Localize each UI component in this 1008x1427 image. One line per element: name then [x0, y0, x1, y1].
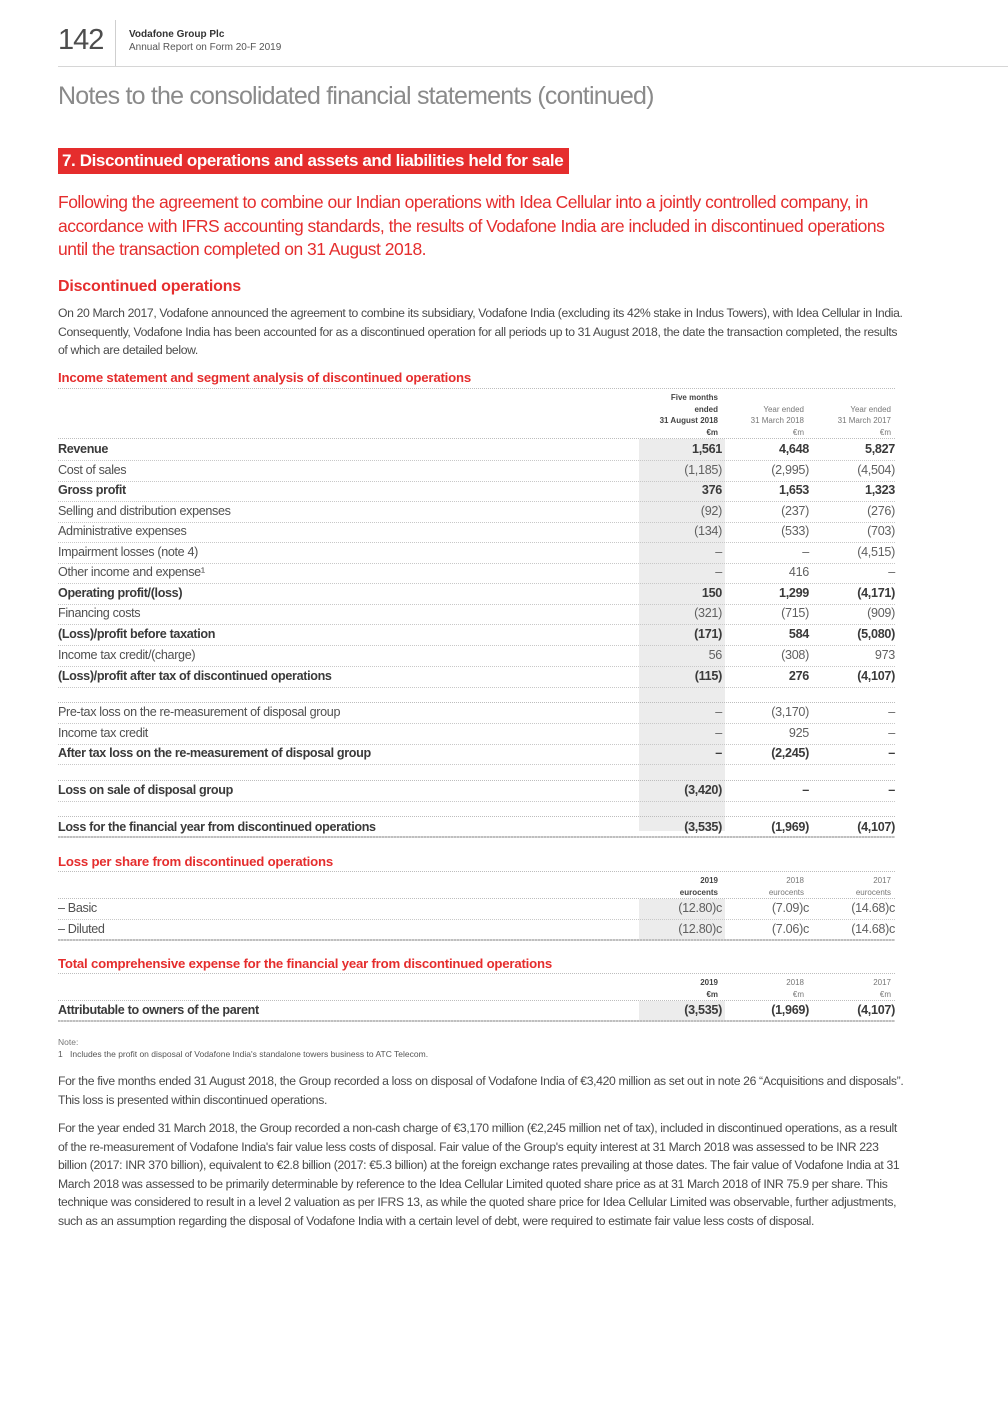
row-label: Gross profit [58, 483, 126, 497]
table-row [58, 724, 895, 745]
value-2017: (14.68)c [851, 922, 895, 936]
value-2017: 1,323 [864, 483, 895, 497]
row-label: Pre-tax loss on the re-measurement of disposal group [58, 705, 341, 719]
page-header [0, 0, 1008, 68]
value-2018: – [802, 783, 809, 797]
value-2018-5m: – [715, 705, 722, 719]
value-2018: 1,653 [778, 483, 809, 497]
paragraph-remeasurement: For the year ended 31 March 2018, the Group recorded a non-cash charge of €3,170 million (€2,245 million net of tax), included in discontinued operations, as a result of the re-measurement of Vodafone India's fair value less costs of disposal. Fair value of the Group's equity interest at 31 March 2018 was assessed to be INR 223 billion (2017: INR 370 billion), equivalent to €2.8 billion (2017: €5.3 billion) at the foreign exchange rates prevailing at those dates. The fair value of Vodafone India at 31 March 2018 was assessed to be primarily determinable by reference to the Idea Cellular Limited quoted share price as at 31 March 2018 of INR 75.9 per share. This technique was considered to result in a level 2 valuation as per IFRS 13, as while the quoted share price for Idea Cellular Limited was observable, further adjustments, such as an assumption regarding the disposal of Vodafone India with a certain level of debt, were required to estimate fair value less costs of disposal. [58, 1121, 900, 1228]
value-2017: (4,107) [857, 1003, 895, 1017]
page-number: 142 [58, 24, 104, 56]
value-2017: (4,107) [857, 820, 895, 834]
value-2018: 4,648 [778, 442, 809, 456]
value-2018: (715) [781, 606, 809, 620]
value-2018-5m: 1,561 [691, 442, 722, 456]
table-row [58, 481, 895, 502]
value-2018: – [802, 545, 809, 559]
footnote-1 [58, 1049, 428, 1059]
column-header-2018 [704, 875, 804, 898]
income-statement-table [58, 388, 895, 838]
value-2018: (533) [781, 524, 809, 538]
comprehensive-expense-title: Total comprehensive expense for the financial year from discontinued operations [58, 956, 552, 971]
report-name: Annual Report on Form 20-F 2019 [129, 42, 282, 53]
value-2018-5m: – [715, 565, 722, 579]
row-label: Income tax credit/(charge) [58, 648, 196, 662]
value-2018: (2,995) [771, 463, 809, 477]
value-2018-5m: – [715, 545, 722, 559]
col-unit: eurocents [768, 887, 804, 897]
col-head-line: €m [879, 427, 891, 437]
value-2017: (4,504) [857, 463, 895, 477]
page-title: Notes to the consolidated financial statements (continued) [58, 82, 654, 110]
table-row [58, 744, 895, 765]
row-label: – Diluted [58, 922, 105, 936]
intro-paragraph: On 20 March 2017, Vodafone announced the agreement to combine its subsidiary, Vodafone India (excluding its 42% stake in Indus Towers), with Idea Cellular in India. Consequently, Vodafone India has been accounted for as a discontinued operation for all periods up to 31 August 2018, the date the transaction completed, the results of which are detailed below. [58, 306, 903, 357]
value-2018: 276 [788, 669, 809, 683]
header-rule [58, 438, 895, 439]
value-2018-5m: (134) [694, 524, 722, 538]
value-2018: (7.09)c [771, 901, 809, 915]
value-2018-5m: – [715, 726, 722, 740]
col-unit: €m [792, 989, 804, 999]
income-statement-title: Income statement and segment analysis of discontinued operations [58, 370, 471, 385]
table-row [58, 625, 895, 646]
col-year: 2019 [700, 876, 718, 885]
value-2019: (3,535) [684, 1003, 722, 1017]
row-label: Other income and expense¹ [58, 565, 205, 579]
table-row [58, 461, 895, 482]
value-2017: 973 [874, 648, 895, 662]
col-head-line: €m [792, 427, 804, 437]
table-top-rule [58, 871, 895, 872]
column-header-2018-five-months [618, 392, 718, 438]
col-head-line: Five months [670, 393, 718, 402]
row-label: Impairment losses (note 4) [58, 545, 198, 559]
row-label: – Basic [58, 901, 97, 915]
col-year: 2017 [873, 978, 891, 987]
value-2018: (308) [781, 648, 809, 662]
table-row [58, 604, 895, 625]
column-header-2019 [618, 977, 718, 1000]
value-2018-5m: 56 [708, 648, 722, 662]
value-2018-5m: (3,420) [684, 783, 722, 797]
value-2018: (3,170) [771, 705, 809, 719]
table-top-rule [58, 388, 895, 389]
col-year: 2018 [786, 876, 804, 885]
value-2018: (1,969) [771, 820, 809, 834]
col-unit: eurocents [679, 887, 718, 897]
value-2018-5m: – [715, 746, 722, 760]
value-2017: (4,171) [857, 586, 895, 600]
col-unit: €m [879, 989, 891, 999]
value-2018: (7.06)c [771, 922, 809, 936]
col-head-line: Year ended [850, 404, 891, 414]
company-name: Vodafone Group Plc [129, 29, 225, 40]
row-label: (Loss)/profit before taxation [58, 627, 216, 641]
col-head-line: €m [706, 427, 718, 437]
column-header-2018 [704, 404, 804, 439]
table-row [58, 440, 895, 461]
row-label: Financing costs [58, 606, 141, 620]
value-2018-5m: (171) [694, 627, 722, 641]
value-2018-5m: (115) [694, 669, 722, 683]
value-2018: (237) [781, 504, 809, 518]
value-2017: – [888, 705, 895, 719]
header-divider [115, 20, 116, 66]
col-head-line: 31 August 2018 [659, 416, 718, 425]
comprehensive-expense-table [58, 973, 895, 1023]
value-2018-5m: 150 [701, 586, 722, 600]
table-top-rule [58, 973, 895, 974]
value-2017: 5,827 [864, 442, 895, 456]
total-rule [58, 1020, 895, 1022]
table-row [58, 522, 895, 543]
table-row [58, 667, 895, 688]
row-label: Revenue [58, 442, 109, 456]
row-label: Selling and distribution expenses [58, 504, 231, 518]
column-header-2018 [704, 977, 804, 1000]
column-header-2017 [791, 404, 891, 439]
table-row [58, 899, 895, 920]
loss-per-share-title: Loss per share from discontinued operations [58, 854, 333, 869]
value-2018-5m: 376 [701, 483, 722, 497]
col-unit: eurocents [855, 887, 891, 897]
section-title: 7. Discontinued operations and assets and liabilities held for sale [58, 148, 569, 174]
value-2017: – [888, 746, 895, 760]
value-2018-5m: (3,535) [684, 820, 722, 834]
value-2018: 925 [788, 726, 809, 740]
value-2019: (12.80)c [678, 901, 722, 915]
column-header-2017 [791, 875, 891, 898]
table-row [58, 646, 895, 667]
value-2017: (909) [867, 606, 895, 620]
col-head-line: 31 March 2017 [837, 416, 891, 425]
footnote-text: Includes the profit on disposal of Vodafone India's standalone towers business to ATC Telecom. [70, 1049, 429, 1059]
value-2017: – [888, 783, 895, 797]
value-2018: 416 [788, 565, 809, 579]
value-2018-5m: (321) [694, 606, 722, 620]
note-header: Note: [58, 1037, 79, 1047]
value-2018: 1,299 [778, 586, 809, 600]
table-row [58, 703, 895, 724]
row-label: Operating profit/(loss) [58, 586, 183, 600]
col-year: 2019 [700, 978, 718, 987]
block-rule [58, 816, 895, 817]
value-2018-5m: (1,185) [684, 463, 722, 477]
column-header-2019 [618, 875, 718, 898]
table-row [58, 781, 895, 802]
row-label: Administrative expenses [58, 524, 187, 538]
table-row [58, 920, 895, 940]
row-label: Attributable to owners of the parent [58, 1003, 259, 1017]
table-row [58, 543, 895, 564]
value-2018: (1,969) [771, 1003, 809, 1017]
value-2017: – [888, 726, 895, 740]
table-row [58, 563, 895, 584]
col-head-line: 31 March 2018 [750, 416, 804, 425]
value-2017: (703) [867, 524, 895, 538]
total-rule [58, 939, 895, 941]
value-2018: 584 [788, 627, 809, 641]
value-2017: (276) [867, 504, 895, 518]
row-label: Income tax credit [58, 726, 148, 740]
value-2017: (4,515) [857, 545, 895, 559]
loss-per-share-table [58, 871, 895, 943]
table-row-total [58, 818, 895, 838]
table-row [58, 502, 895, 523]
col-year: 2017 [873, 876, 891, 885]
total-rule [58, 836, 895, 838]
header-rule [58, 66, 1008, 67]
column-header-2017 [791, 977, 891, 1000]
col-year: 2018 [786, 978, 804, 987]
value-2018: (2,245) [771, 746, 809, 760]
value-2018-5m: (92) [700, 504, 722, 518]
paragraph-loss-on-disposal: For the five months ended 31 August 2018, the Group recorded a loss on disposal of Vodafone India of €3,420 million as set out in note 26 “Acquisitions and disposals”. This loss is presented within discontinued operations. [58, 1074, 904, 1107]
value-2017: (4,107) [857, 669, 895, 683]
table-row [58, 584, 895, 605]
row-label: (Loss)/profit after tax of discontinued operations [58, 669, 332, 683]
header-rule [58, 1000, 895, 1001]
col-head-line: Year ended [763, 404, 804, 414]
value-2017: (14.68)c [851, 901, 895, 915]
row-label: After tax loss on the re-measurement of disposal group [58, 746, 371, 760]
value-2019: (12.80)c [678, 922, 722, 936]
subheading-discontinued-operations: Discontinued operations [58, 278, 241, 295]
col-head-line: ended [694, 404, 718, 414]
col-unit: €m [706, 989, 718, 999]
row-label: Loss for the financial year from discontinued operations [58, 820, 376, 834]
value-2017: – [888, 565, 895, 579]
footnote-number: 1 [58, 1049, 63, 1059]
section-intro: Following the agreement to combine our Indian operations with Idea Cellular into a jointly controlled company, in accordance with IFRS accounting standards, the results of Vodafone India are included in discontinued operations until the transaction completed on 31 August 2018. [58, 192, 885, 259]
row-label: Cost of sales [58, 463, 127, 477]
table-row [58, 1002, 895, 1022]
row-label: Loss on sale of disposal group [58, 783, 233, 797]
value-2017: (5,080) [857, 627, 895, 641]
